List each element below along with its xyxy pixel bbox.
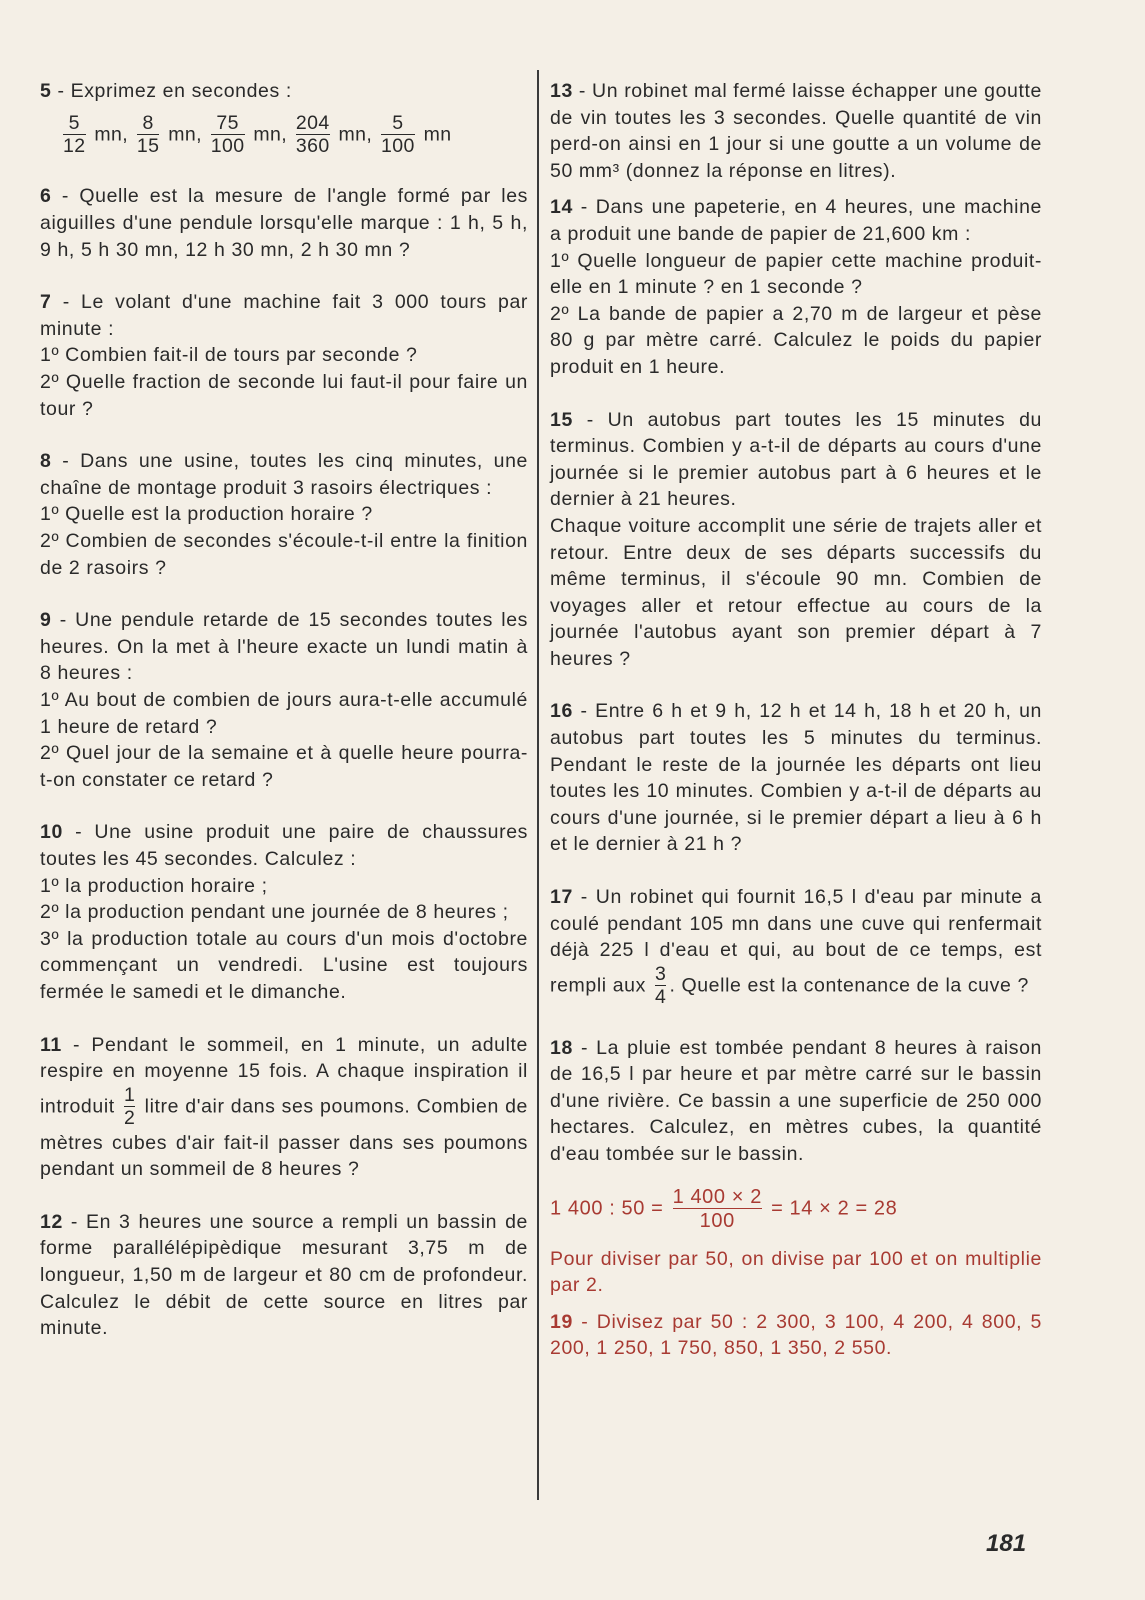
question-2: 2º La bande de papier a 2,70 m de largeur et pèse 80 g par mètre carré. Calculez le poids du papier produit en 1 heure. xyxy=(550,302,1042,378)
unit: mn, xyxy=(338,123,373,146)
exercise-text: - Exprimez en secondes : xyxy=(51,80,292,102)
exercise-number: 16 xyxy=(550,700,573,723)
exercise-text: - Une pendule retarde de 15 secondes toutes les heures. On la met à l'heure exacte un lundi matin à 8 heures : xyxy=(40,609,528,685)
exercise-9 xyxy=(40,607,528,793)
exercise-text: - Pendant le sommeil, en 1 minute, un adulte respire en moyenne 15 fois. A chaque inspiration il introduit xyxy=(40,1033,528,1118)
exercise-number: 17 xyxy=(550,886,573,909)
exercise-number: 14 xyxy=(550,196,573,219)
exercise-text: - La pluie est tombée pendant 8 heures à raison de 16,5 l par heure et par mètre carré sur le bassin d'une rivière. Ce bassin a une superficie de 250 000 hectares. Calculez, en mètres cubes, la quantité d'eau tombée sur le bassin. xyxy=(550,1036,1042,1166)
question-1: 1º Combien fait-il de tours par seconde ? xyxy=(40,344,418,367)
denominator: 15 xyxy=(136,135,160,158)
denominator: 100 xyxy=(381,135,415,158)
exercise-text: - Divisez par 50 : 2 300, 3 100, 4 200, 4 800, 5 200, 1 250, 1 750, 850, 1 350, 2 550. xyxy=(550,1310,1042,1360)
exercise-text: - Le volant d'une machine fait 3 000 tours par minute : xyxy=(40,291,528,340)
rule-text: Pour diviser par 50, on divise par 100 et on multiplie par 2. xyxy=(550,1247,1042,1297)
unit: mn, xyxy=(94,123,129,146)
exercise-number: 5 xyxy=(40,80,52,102)
exercise-6 xyxy=(40,183,528,263)
exercise-16 xyxy=(550,698,1042,858)
numerator: 5 xyxy=(68,111,80,134)
exercise-number: 15 xyxy=(550,408,573,431)
exercise-text: - Un robinet qui fournit 16,5 l d'eau par minute a coulé pendant 105 mn dans une cuve qui renfermait déjà 225 l d'eau et qui, au bout de ce temps, est rempli aux xyxy=(550,886,1042,997)
exercise-text: - Un robinet mal fermé laisse échapper une goutte de vin toutes les 3 secondes. Quelle quantité de vin perd-on ainsi en 1 jour si une goutte a un volume de 50 mm³ (donnez la réponse en litres). xyxy=(550,80,1042,182)
question-1: 1º Quelle longueur de papier cette machine produit-elle en 1 minute ? en 1 seconde ? xyxy=(550,249,1042,299)
fraction xyxy=(137,113,160,158)
denominator: 4 xyxy=(654,986,667,1009)
exercise-number: 13 xyxy=(550,80,573,102)
question-1: 1º Au bout de combien de jours aura-t-elle accumulé 1 heure de retard ? xyxy=(40,688,528,738)
question-1: 1º Quelle est la production horaire ? xyxy=(40,503,373,526)
exercise-number: 8 xyxy=(40,450,52,473)
unit: mn, xyxy=(253,123,288,146)
fraction xyxy=(381,113,415,158)
denominator: 2 xyxy=(124,1107,136,1130)
formula-fraction xyxy=(673,1186,762,1232)
column-divider xyxy=(537,70,539,1500)
exercise-text: - Quelle est la mesure de l'angle formé par les aiguilles d'une pendule lorsqu'elle marque : 1 h, 5 h, 9 h, 5 h 30 mn, 12 h 30 mn, 2 h 30 mn ? xyxy=(40,185,528,261)
exercise-text: - Dans une papeterie, en 4 heures, une machine a produit une bande de papier de 21,600 km : xyxy=(550,196,1042,245)
exercise-11 xyxy=(40,1032,528,1183)
numerator: 5 xyxy=(392,111,404,134)
right-column xyxy=(550,78,1042,1388)
numerator: 1 400 × 2 xyxy=(672,1185,762,1208)
exercise-number: 11 xyxy=(40,1033,62,1056)
question-2: 2º Combien de secondes s'écoule-t-il entre la finition de 2 rasoirs ? xyxy=(40,530,528,579)
page-number: 181 xyxy=(986,1530,1027,1557)
exercise-text: - Une usine produit une paire de chaussures toutes les 45 secondes. Calculez : xyxy=(40,821,528,870)
denominator: 12 xyxy=(63,135,86,158)
numerator: 75 xyxy=(216,111,239,134)
denominator: 100 xyxy=(210,135,245,158)
fraction xyxy=(296,113,330,158)
exercise-text-continued: . Quelle est la contenance de la cuve ? xyxy=(669,974,1029,997)
question-2: 2º Quel jour de la semaine et à quelle heure pourra-t-on constater ce retard ? xyxy=(40,742,528,791)
exercise-7 xyxy=(40,289,528,422)
formula-rhs: = 14 × 2 = 28 xyxy=(771,1196,898,1219)
exercise-17 xyxy=(550,884,1042,1009)
fraction xyxy=(124,1085,135,1130)
numerator: 204 xyxy=(295,111,330,134)
exercise-number: 12 xyxy=(40,1210,63,1233)
exercise-number: 7 xyxy=(40,291,52,314)
exercise-text: - Entre 6 h et 9 h, 12 h et 14 h, 18 h et 20 h, un autobus part toutes les 5 minutes du terminus. Pendant le reste de la journée les départs ont lieu toutes les 10 minutes. Combien y a-t-il de départs au cours d'une journée, si le premier départ a lieu à 6 h et le dernier à 21 h ? xyxy=(550,700,1042,856)
exercise-19 xyxy=(550,1309,1042,1362)
question-1: 1º la production horaire ; xyxy=(40,874,268,897)
numerator: 3 xyxy=(654,962,667,985)
exercise-10 xyxy=(40,819,528,1005)
exercise-text: - Dans une usine, toutes les cinq minutes, une chaîne de montage produit 3 rasoirs électriques : xyxy=(40,450,528,499)
fraction xyxy=(63,113,86,158)
fraction xyxy=(211,113,245,158)
formula-lhs: 1 400 : 50 = xyxy=(550,1196,664,1219)
exercise-13 xyxy=(550,78,1042,184)
exercise-text: - Un autobus part toutes les 15 minutes du terminus. Combien y a-t-il de départs au cours d'une journée si le premier autobus part à 6 heures et le dernier à 21 heures. xyxy=(550,408,1042,511)
exercise-14 xyxy=(550,194,1042,380)
denominator: 100 xyxy=(673,1208,762,1232)
unit: mn xyxy=(423,123,452,146)
fraction-list xyxy=(60,113,528,158)
exercise-number: 9 xyxy=(40,609,52,632)
question-1: Chaque voiture accomplit une série de trajets aller et retour. Entre deux de ses départs successifs du même terminus, il s'écoule 90 mn. Combien de voyages aller et retour effectue au cours de la journée l'autobus ayant son premier départ à 7 heures ? xyxy=(550,514,1042,670)
numerator: 1 xyxy=(124,1083,136,1106)
exercise-text-continued: litre d'air dans ses poumons. Combien de mètres cubes d'air fait-il passer dans ses poumons pendant un sommeil de 8 heures ? xyxy=(40,1095,528,1181)
question-3: 3º la production totale au cours d'un mois d'octobre commençant un vendredi. L'usine est toujours fermée le samedi et le dimanche. xyxy=(40,927,528,1003)
fraction xyxy=(655,964,666,1009)
exercise-number: 19 xyxy=(550,1310,573,1333)
exercise-15 xyxy=(550,407,1042,673)
exercise-number: 18 xyxy=(550,1036,573,1059)
left-column xyxy=(40,78,528,1368)
denominator: 360 xyxy=(295,135,330,158)
worked-example-formula xyxy=(550,1186,1042,1232)
exercise-8 xyxy=(40,448,528,581)
unit: mn, xyxy=(168,123,202,146)
exercise-5 xyxy=(40,78,528,157)
question-2: 2º la production pendant une journée de 8 heures ; xyxy=(40,901,509,924)
numerator: 8 xyxy=(142,111,154,134)
exercise-number: 10 xyxy=(40,821,63,844)
exercise-18 xyxy=(550,1035,1042,1168)
exercise-text: - En 3 heures une source a rempli un bassin de forme parallélépipèdique mesurant 3,75 m de longueur, 1,50 m de largeur et 80 cm de profondeur. Calculez le débit de cette source en litres par minute. xyxy=(40,1210,528,1340)
question-2: 2º Quelle fraction de seconde lui faut-il pour faire un tour ? xyxy=(40,371,528,420)
exercise-number: 6 xyxy=(40,185,52,208)
exercise-12 xyxy=(40,1209,528,1342)
